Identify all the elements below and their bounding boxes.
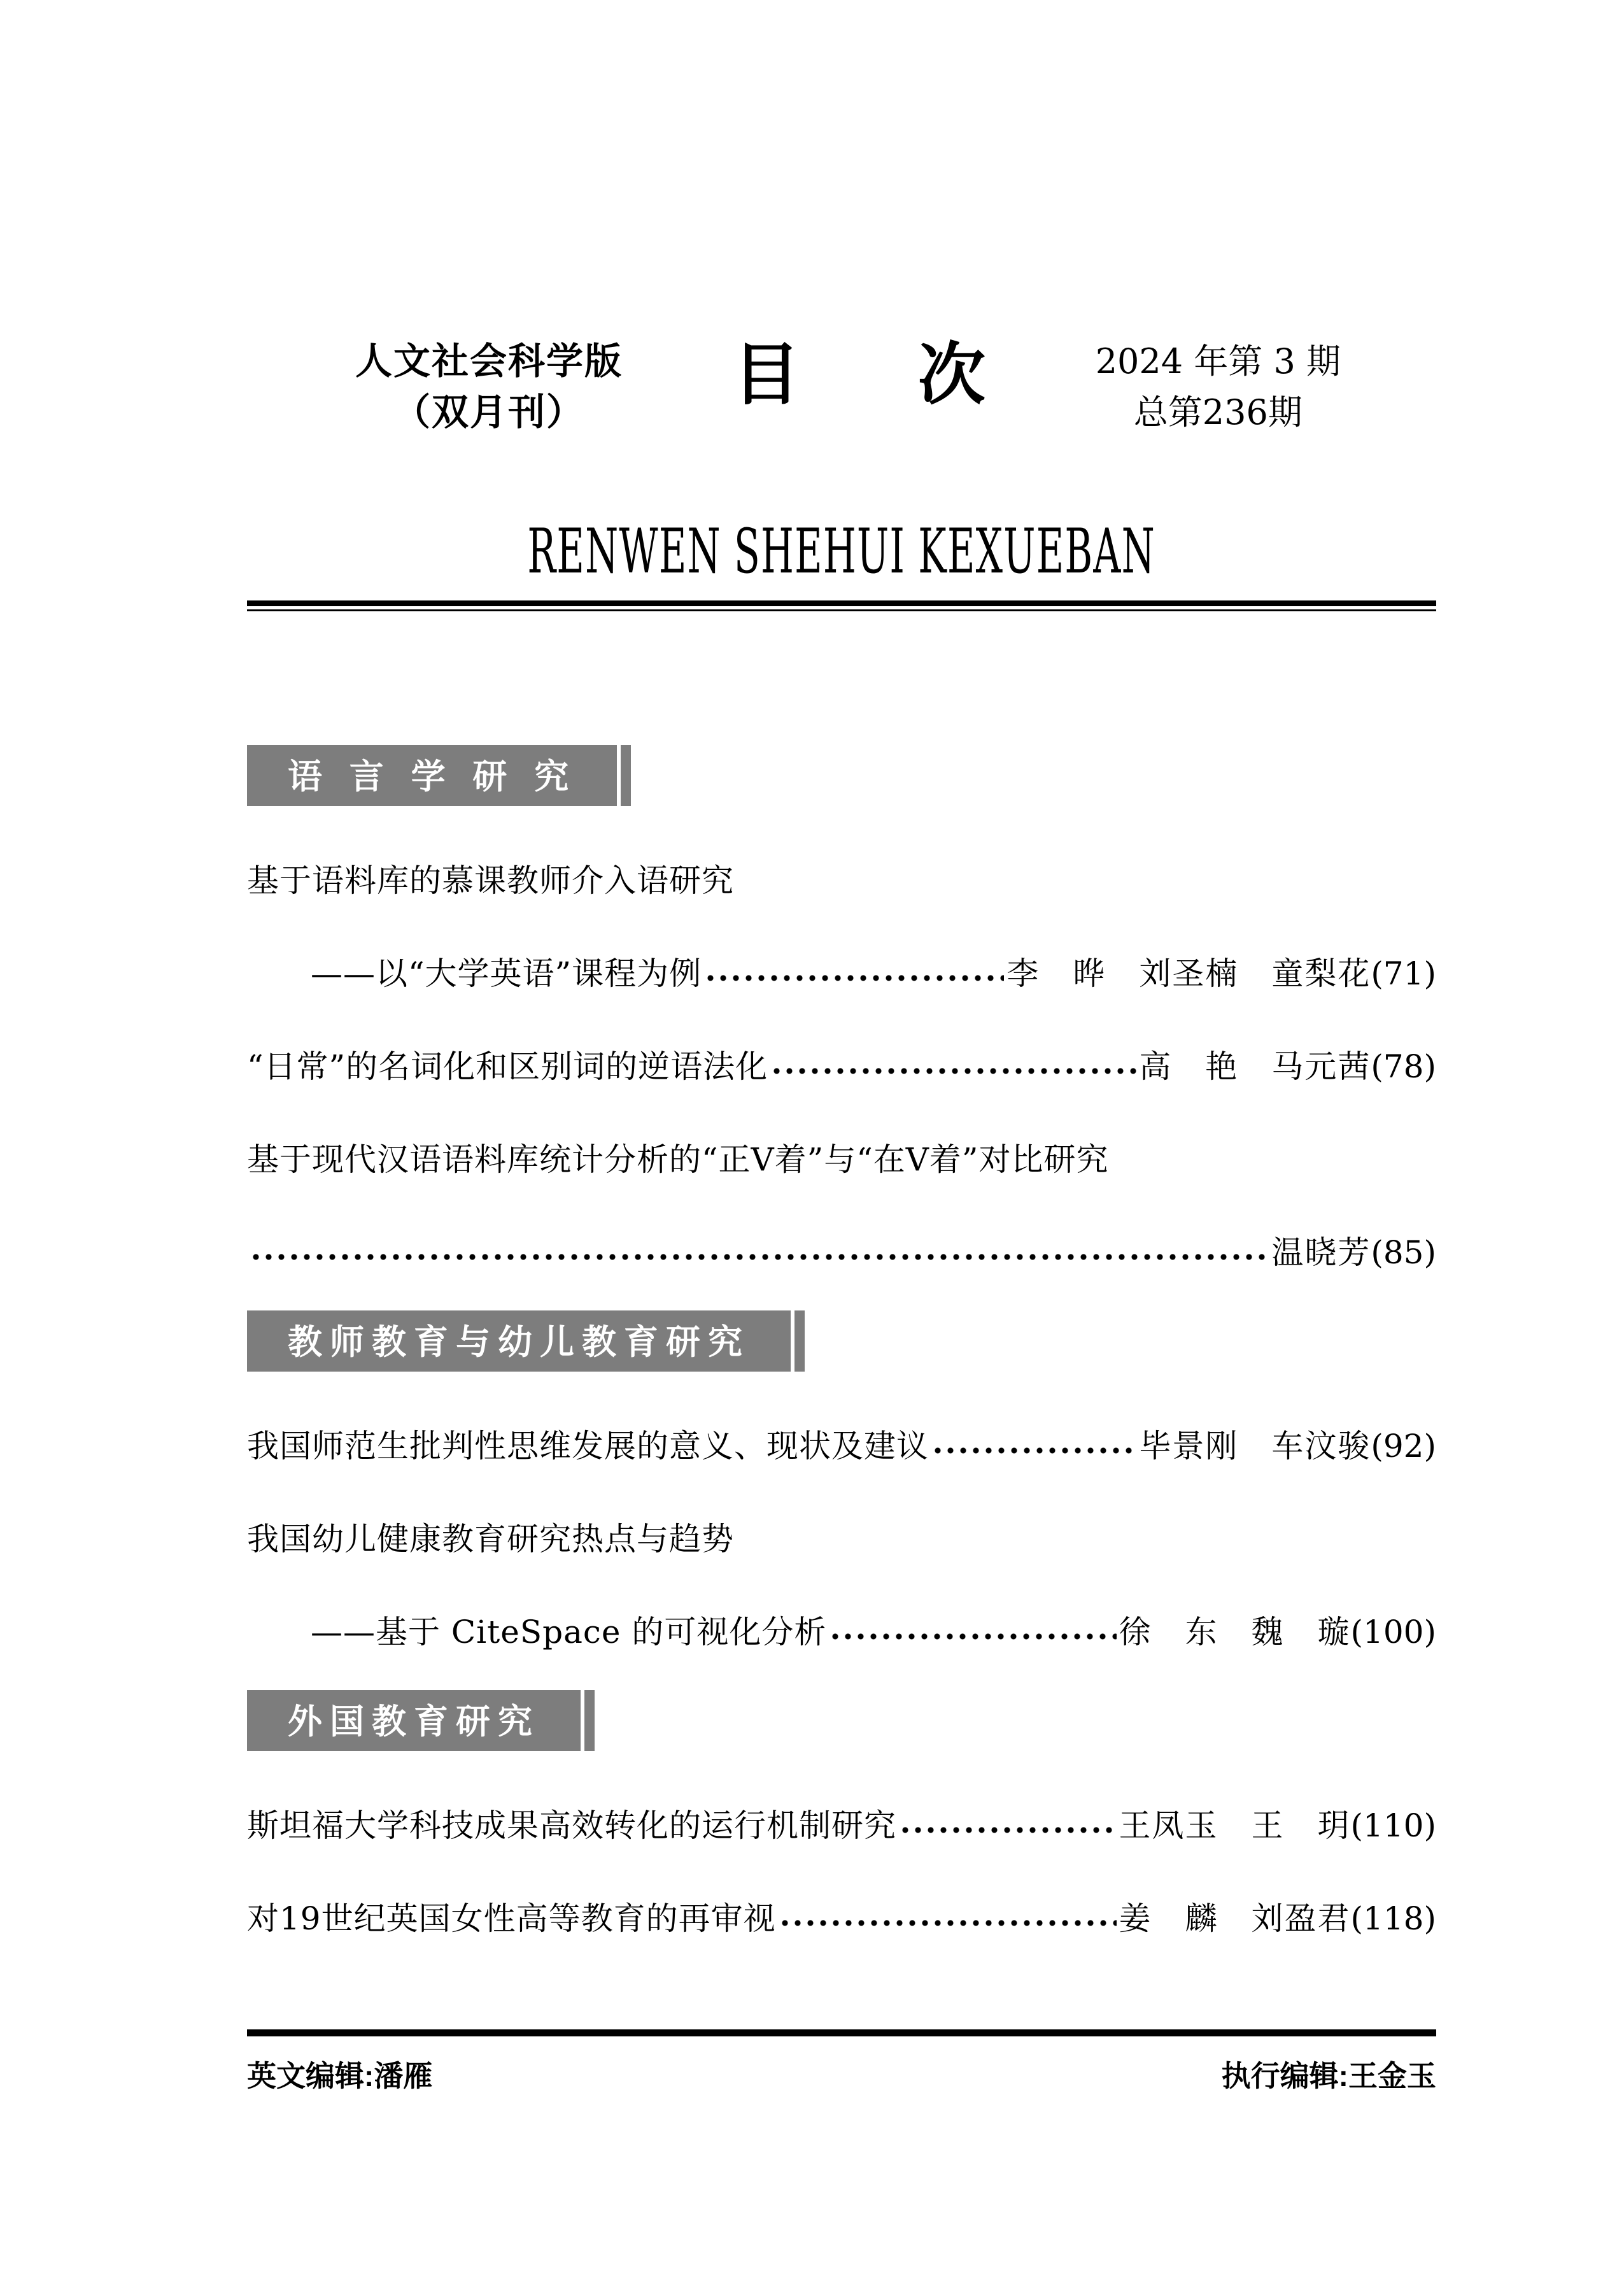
dotted-leader	[250, 1234, 1269, 1271]
article-title-text: 我国幼儿健康教育研究热点与趋势	[247, 1521, 734, 1558]
article-authors: 姜 麟 刘盈君	[1119, 1900, 1351, 1937]
article-title-line	[247, 862, 1436, 899]
masthead	[247, 336, 1436, 438]
article-authors: 徐 东 魏 璇	[1119, 1614, 1351, 1651]
toc-title	[733, 337, 985, 413]
article-title-text: 基于现代汉语语料库统计分析的“正V着”与“在V着”对比研究	[247, 1141, 1109, 1178]
article-authors: 李 晔 刘圣楠 童梨花	[1006, 955, 1371, 992]
article-page-number: (85)	[1371, 1234, 1436, 1271]
article-title-line	[247, 1141, 1436, 1178]
article-entry-line	[247, 1614, 1436, 1651]
article-page-number: (100)	[1350, 1614, 1436, 1651]
edition-name: 人文社会科学版	[355, 341, 623, 382]
toc-section	[247, 1271, 1436, 1651]
article-authors: 高 艳 马元茜	[1139, 1048, 1371, 1085]
section-heading	[247, 745, 617, 806]
page-footer	[247, 2029, 1436, 2094]
section-heading	[247, 1690, 581, 1751]
section-heading-label: 教师教育与幼儿教育研究	[288, 1321, 750, 1362]
issue-number: 2024 年第 3 期	[1095, 341, 1341, 381]
toc-section	[247, 1651, 1436, 1937]
edition-block	[355, 336, 623, 438]
article-entry-line	[247, 1428, 1436, 1465]
article-title-text: ——以“大学英语”课程为例	[311, 955, 702, 992]
article-title-text: 我国师范生批判性思维发展的意义、现状及建议	[247, 1428, 929, 1465]
dotted-leader	[770, 1048, 1136, 1085]
article-title-text: 对19世纪英国女性高等教育的再审视	[247, 1900, 776, 1937]
article-entry-line	[247, 955, 1436, 992]
article-page-number: (118)	[1350, 1900, 1436, 1937]
article-entry-line	[247, 1900, 1436, 1937]
issue-cumulative-number: 总第236期	[1133, 392, 1303, 432]
article-entry-line	[247, 1048, 1436, 1085]
dotted-leader	[704, 955, 1004, 992]
section-heading	[247, 1310, 791, 1372]
header-rule-thick	[247, 600, 1436, 606]
article-title-text: 基于语料库的慕课教师介入语研究	[247, 862, 734, 899]
dotted-leader	[779, 1900, 1117, 1937]
article-title-text: ——基于 CiteSpace 的可视化分析	[311, 1614, 827, 1651]
executive-editor: 执行编辑:王金玉	[1221, 2059, 1436, 2092]
article-authors: 温晓芳	[1271, 1234, 1371, 1271]
dotted-leader	[899, 1807, 1117, 1844]
article-authors: 毕景刚 车汶骏	[1139, 1428, 1371, 1465]
dotted-leader	[931, 1428, 1136, 1465]
edition-frequency: （双月刊）	[393, 392, 585, 433]
article-title-text: 斯坦福大学科技成果高效转化的运行机制研究	[247, 1807, 896, 1844]
article-title-text: “日常”的名词化和区别词的逆语法化	[247, 1048, 768, 1085]
article-page-number: (78)	[1371, 1048, 1436, 1085]
issue-block	[1096, 336, 1341, 438]
toc-page	[247, 0, 1436, 2094]
article-entry-line	[247, 1807, 1436, 1844]
article-page-number: (92)	[1371, 1428, 1436, 1465]
article-page-number: (110)	[1350, 1807, 1436, 1844]
article-title-line	[247, 1521, 1436, 1558]
article-entry-line	[247, 1234, 1436, 1271]
toc-body	[247, 611, 1436, 1937]
footer-rule	[247, 2029, 1436, 2036]
section-heading-label: 外国教育研究	[288, 1701, 540, 1742]
section-heading-label: 语 言 学 研 究	[288, 756, 577, 797]
pinyin-title-row	[247, 516, 1436, 587]
toc-section	[247, 706, 1436, 1271]
english-editor: 英文编辑:潘雁	[247, 2059, 433, 2092]
toc-title-char-mu: 目	[732, 337, 800, 413]
article-page-number: (71)	[1371, 955, 1436, 992]
dotted-leader	[829, 1614, 1116, 1651]
toc-title-char-ci: 次	[917, 337, 985, 413]
article-authors: 王凤玉 王 玥	[1119, 1807, 1351, 1844]
pinyin-title: RENWEN SHEHUI KEXUEBAN	[527, 516, 1156, 587]
